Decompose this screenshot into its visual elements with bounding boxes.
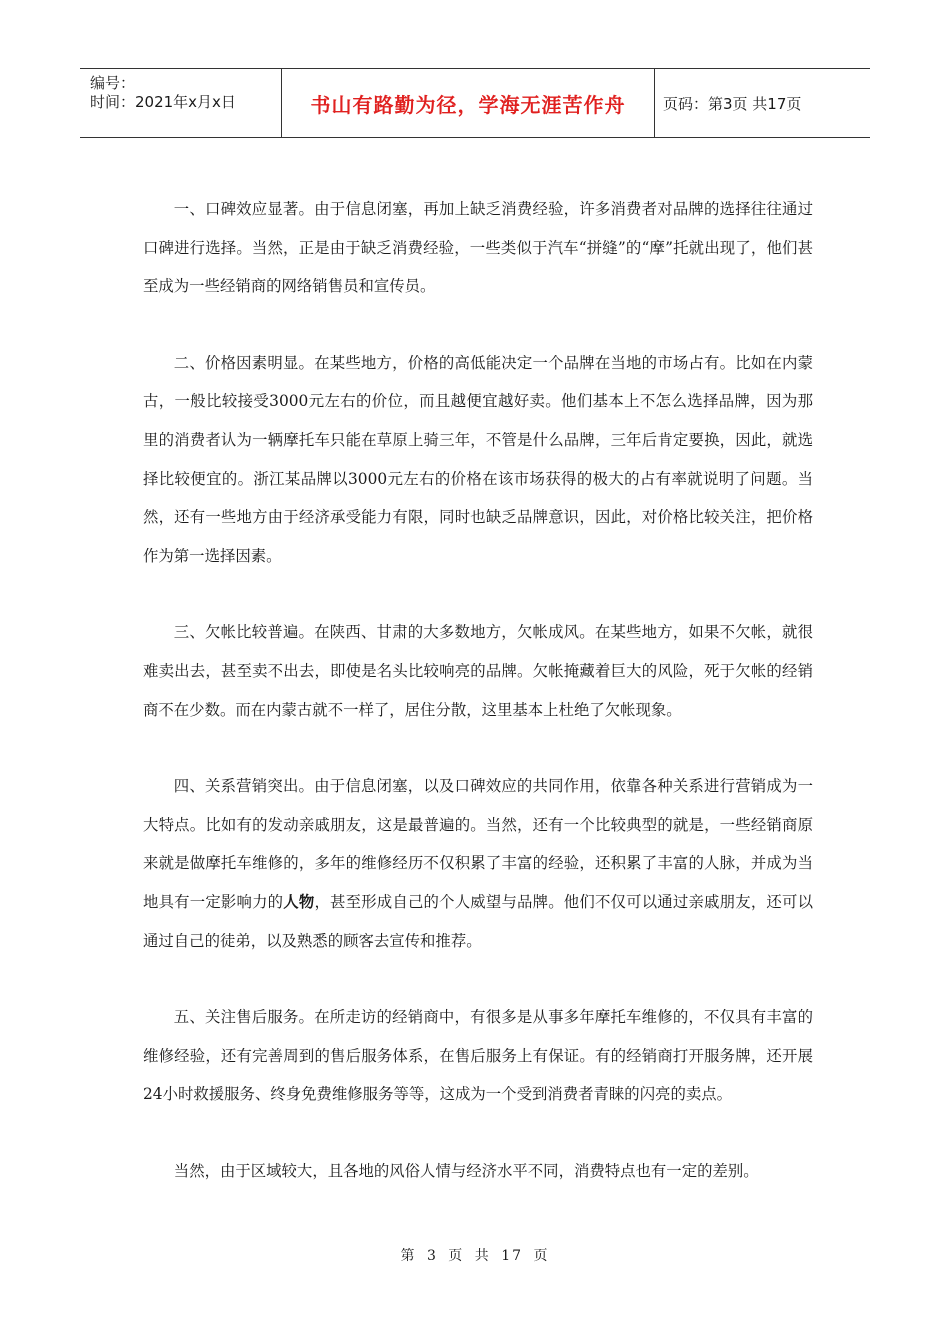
document-number-label: 编号： [90,74,136,92]
paragraph-text: 四、关系营销突出。由于信息闭塞，以及口碑效应的共同作用，依靠各种关系进行营销成为一大特点。比如有的发动亲戚朋友，这是最普遍的。当然，还有一个比较典型的就是，一些经销商原来就是做摩托车维修的，多年的维修经历不仅积累了丰富的经验，还积累了丰富的人脉，并成为当地具有一定影响力的 [143,777,813,911]
paragraph-text: ，甚至形成自己的个人威望与品牌。他们不仅可以通过亲戚朋友，还可以通过自己的徒弟，以及熟悉的顾客去宣传和推荐。 [143,892,813,950]
paragraph-conclusion: 当然，由于区域较大，且各地的风俗人情与经济水平不同，消费特点也有一定的差别。 [173,1161,759,1180]
paragraph-credit-debt: 三、欠帐比较普遍。在陕西、甘肃的大多数地方，欠帐成风。在某些地方，如果不欠帐，就很难卖出去，甚至卖不出去，即使是名头比较响亮的品牌。欠帐掩藏着巨大的风险，死于欠帐的经销商不在少数。而在内蒙古就不一样了，居住分散，这里基本上杜绝了欠帐现象。 [143,623,813,719]
paragraph-word-of-mouth: 一、口碑效应显著。由于信息闭塞，再加上缺乏消费经验，许多消费者对品牌的选择往往通过口碑进行选择。当然，正是由于缺乏消费经验，一些类似于汽车“拼缝”的“摩”托就出现了，他们甚至成为一些经销商的网络销售员和宣传员。 [143,200,813,296]
header-page-label: 页码：第3页 共17页 [663,94,802,113]
paragraph-after-sales: 五、关注售后服务。在所走访的经销商中，有很多是从事多年摩托车维修的，不仅具有丰富的维修经验，还有完善周到的售后服务体系，在售后服务上有保证。有的经销商打开服务牌，还开展24小时救援服务、终身免费维修服务等等，这成为一个受到消费者青睐的闪亮的卖点。 [143,1008,813,1104]
document-time-label: 时间：2021年x月x日 [90,93,236,111]
header-motto-cell [282,69,655,137]
header-motto: 书山有路勤为径，学海无涯苦作舟 [310,92,626,117]
paragraph-price-factor: 二、价格因素明显。在某些地方，价格的高低能决定一个品牌在当地的市场占有。比如在内蒙古，一般比较接受3000元左右的价位，而且越便宜越好卖。他们基本上不怎么选择品牌，因为那里的消费者认为一辆摩托车只能在草原上骑三年，不管是什么品牌，三年后肯定要换，因此，就选择比较便宜的。浙江某品牌以3000元左右的价格在该市场获得的极大的占有率就说明了问题。当然，还有一些地方由于经济承受能力有限，同时也缺乏品牌意识，因此，对价格比较关注，把价格作为第一选择因素。 [143,353,813,565]
bold-keyword: 人物 [283,892,315,911]
paragraph-relationship-marketing [143,767,813,960]
page-footer: 第 3 页 共 17 页 [400,1248,550,1264]
header-left-cell [80,69,282,137]
header-table [80,68,870,138]
header-page-cell [655,69,870,137]
document-body [143,190,813,1228]
